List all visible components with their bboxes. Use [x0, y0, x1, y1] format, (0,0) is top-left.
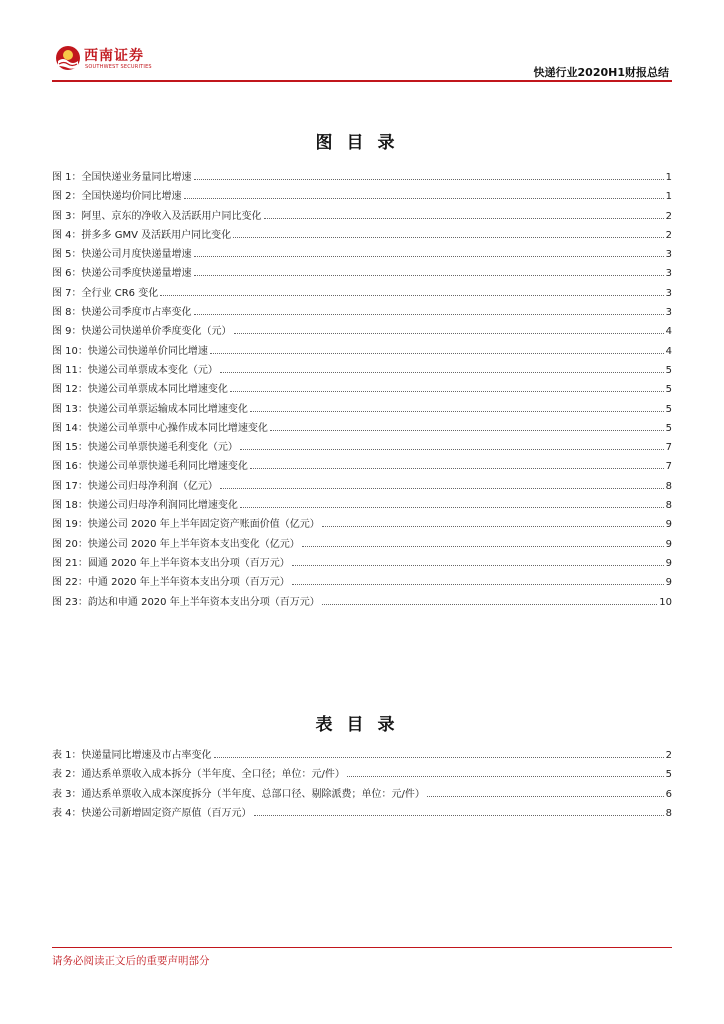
figure-toc-entry[interactable]	[52, 284, 672, 303]
table-toc-entry[interactable]	[52, 765, 672, 784]
figure-toc-entry[interactable]	[52, 515, 672, 534]
dot-leader	[240, 442, 664, 450]
report-title: 快递行业2020H1财报总结	[533, 66, 669, 79]
figure-toc-entry-page: 9	[665, 538, 672, 550]
header-divider	[52, 80, 672, 82]
table-toc-entry[interactable]	[52, 804, 672, 823]
footer-divider	[52, 947, 672, 948]
figure-toc-entry[interactable]	[52, 264, 672, 283]
dot-leader	[302, 539, 664, 547]
table-toc-entry[interactable]	[52, 746, 672, 765]
figure-toc-entry-page: 9	[665, 577, 672, 589]
figure-toc-entry-page: 8	[665, 500, 672, 512]
dot-leader	[160, 288, 663, 296]
dot-leader	[220, 481, 664, 489]
figure-toc-entry-label: 图 5：快递公司月度快递量增速	[52, 249, 192, 261]
figure-toc-entry[interactable]	[52, 400, 672, 419]
figure-toc-entry-label: 图 10：快递公司快递单价同比增速	[52, 345, 208, 357]
figure-toc-entry[interactable]	[52, 535, 672, 554]
figure-toc-entry-label: 图 11：快递公司单票成本变化（元）	[52, 364, 218, 376]
figure-toc-entry-page: 5	[665, 384, 672, 396]
figure-toc-entry-label: 图 8：快递公司季度市占率变化	[52, 307, 192, 319]
figure-toc-entry-label: 图 23：韵达和申通 2020 年上半年资本支出分项（百万元）	[52, 596, 320, 608]
figure-toc-entry[interactable]	[52, 187, 672, 206]
table-toc-entry-page: 6	[665, 788, 672, 800]
dot-leader	[233, 230, 664, 238]
dot-leader	[230, 384, 664, 392]
table-toc-entry-page: 5	[665, 769, 672, 781]
figure-toc-entry-page: 4	[665, 345, 672, 357]
table-toc-entry-label: 表 1：快递量同比增速及市占率变化	[52, 750, 212, 761]
figures-toc-list	[52, 168, 672, 612]
figure-toc-entry-page: 3	[665, 307, 672, 319]
figure-toc-entry-label: 图 3：阿里、京东的净收入及活跃用户同比变化	[52, 210, 262, 222]
figure-toc-entry-label: 图 16：快递公司单票快递毛利同比增速变化	[52, 461, 248, 473]
figure-toc-entry-page: 2	[665, 210, 672, 222]
figure-toc-entry-label: 图 14：快递公司单票中心操作成本同比增速变化	[52, 422, 268, 434]
dot-leader	[184, 191, 664, 199]
dot-leader	[292, 577, 664, 585]
figure-toc-entry-page: 5	[665, 422, 672, 434]
table-toc-entry-label: 表 4：快递公司新增固定资产原值（百万元）	[52, 807, 252, 819]
figure-toc-entry-label: 图 7：全行业 CR6 变化	[52, 287, 159, 299]
dot-leader	[194, 172, 664, 180]
dot-leader	[234, 326, 664, 334]
figure-toc-entry[interactable]	[52, 322, 672, 341]
figure-toc-entry-page: 7	[665, 461, 672, 473]
figure-toc-entry-page: 4	[665, 326, 672, 338]
figure-toc-entry-page: 3	[665, 287, 672, 299]
dot-leader	[194, 307, 664, 315]
figure-toc-entry[interactable]	[52, 496, 672, 515]
figure-toc-entry-page: 1	[665, 191, 672, 203]
dot-leader	[292, 558, 664, 566]
figure-toc-entry-page: 8	[665, 480, 672, 492]
figure-toc-entry-page: 3	[665, 249, 672, 261]
table-toc-entry-page: 2	[665, 750, 672, 761]
figure-toc-entry-label: 图 18：快递公司归母净利润同比增速变化	[52, 500, 238, 512]
figure-toc-entry-page: 9	[665, 519, 672, 531]
dot-leader	[250, 461, 664, 469]
figure-toc-entry[interactable]	[52, 168, 672, 187]
figure-toc-entry[interactable]	[52, 207, 672, 226]
table-toc-entry-page: 8	[665, 807, 672, 819]
logo-english-name: SOUTHWEST SECURITIES	[85, 64, 152, 70]
figure-toc-entry[interactable]	[52, 342, 672, 361]
figure-toc-entry-page: 9	[665, 557, 672, 569]
figure-toc-entry-label: 图 22：中通 2020 年上半年资本支出分项（百万元）	[52, 577, 290, 589]
figure-toc-entry[interactable]	[52, 438, 672, 457]
footer-disclaimer: 请务必阅读正文后的重要声明部分	[52, 955, 210, 967]
figure-toc-entry[interactable]	[52, 457, 672, 476]
figure-toc-entry-label: 图 6：快递公司季度快递量增速	[52, 268, 192, 280]
dot-leader	[210, 346, 664, 354]
figure-toc-entry[interactable]	[52, 380, 672, 399]
figure-toc-entry-label: 图 1：全国快递业务量同比增速	[52, 172, 192, 183]
dot-leader	[427, 789, 664, 797]
figure-toc-entry[interactable]	[52, 245, 672, 264]
figure-toc-entry-label: 图 21：圆通 2020 年上半年资本支出分项（百万元）	[52, 557, 290, 569]
figure-toc-entry[interactable]	[52, 593, 672, 612]
figure-toc-entry[interactable]	[52, 361, 672, 380]
tables-toc-list	[52, 746, 672, 823]
figure-toc-entry-page: 2	[665, 229, 672, 241]
figure-toc-entry-page: 1	[665, 172, 672, 183]
logo-chinese-name: 西南证券	[84, 48, 144, 64]
tables-toc-title: 表目录	[315, 715, 409, 735]
figure-toc-entry-label: 图 19：快递公司 2020 年上半年固定资产账面价值（亿元）	[52, 519, 320, 531]
dot-leader	[270, 423, 664, 431]
figure-toc-entry[interactable]	[52, 573, 672, 592]
figure-toc-entry[interactable]	[52, 226, 672, 245]
figure-toc-entry-label: 图 12：快递公司单票成本同比增速变化	[52, 384, 228, 396]
figure-toc-entry-page: 3	[665, 268, 672, 280]
figure-toc-entry-label: 图 4：拼多多 GMV 及活跃用户同比变化	[52, 229, 232, 241]
dot-leader	[214, 750, 664, 758]
figure-toc-entry-label: 图 20：快递公司 2020 年上半年资本支出变化（亿元）	[52, 538, 300, 550]
figure-toc-entry-page: 5	[665, 364, 672, 376]
figure-toc-entry-page: 10	[659, 596, 672, 608]
figure-toc-entry-label: 图 9：快递公司快递单价季度变化（元）	[52, 326, 232, 338]
dot-leader	[250, 404, 664, 412]
sun-wave-logo-icon	[54, 44, 82, 72]
figure-toc-entry[interactable]	[52, 303, 672, 322]
dot-leader	[254, 808, 664, 816]
dot-leader	[194, 249, 664, 257]
figure-toc-entry[interactable]	[52, 477, 672, 496]
figure-toc-entry[interactable]	[52, 419, 672, 438]
figure-toc-entry-label: 图 13：快递公司单票运输成本同比增速变化	[52, 403, 248, 415]
figure-toc-entry-label: 图 15：快递公司单票快递毛利变化（元）	[52, 442, 238, 454]
figure-toc-entry-label: 图 2：全国快递均价同比增速	[52, 191, 182, 203]
figure-toc-entry-label: 图 17：快递公司归母净利润（亿元）	[52, 480, 218, 492]
dot-leader	[194, 268, 664, 276]
table-toc-entry[interactable]	[52, 785, 672, 804]
figure-toc-entry-page: 5	[665, 403, 672, 415]
dot-leader	[220, 365, 664, 373]
company-logo	[54, 44, 174, 74]
dot-leader	[240, 500, 664, 508]
dot-leader	[322, 597, 658, 605]
page-header	[0, 0, 724, 90]
figure-toc-entry[interactable]	[52, 554, 672, 573]
table-toc-entry-label: 表 2：通达系单票收入成本拆分（半年度、全口径；单位：元/件）	[52, 769, 345, 781]
figure-toc-entry-page: 7	[665, 442, 672, 454]
dot-leader	[347, 769, 664, 777]
figures-toc-title: 图目录	[315, 133, 409, 153]
dot-leader	[264, 211, 664, 219]
dot-leader	[322, 519, 664, 527]
table-toc-entry-label: 表 3：通达系单票收入成本深度拆分（半年度、总部口径、剔除派费；单位：元/件）	[52, 788, 425, 800]
